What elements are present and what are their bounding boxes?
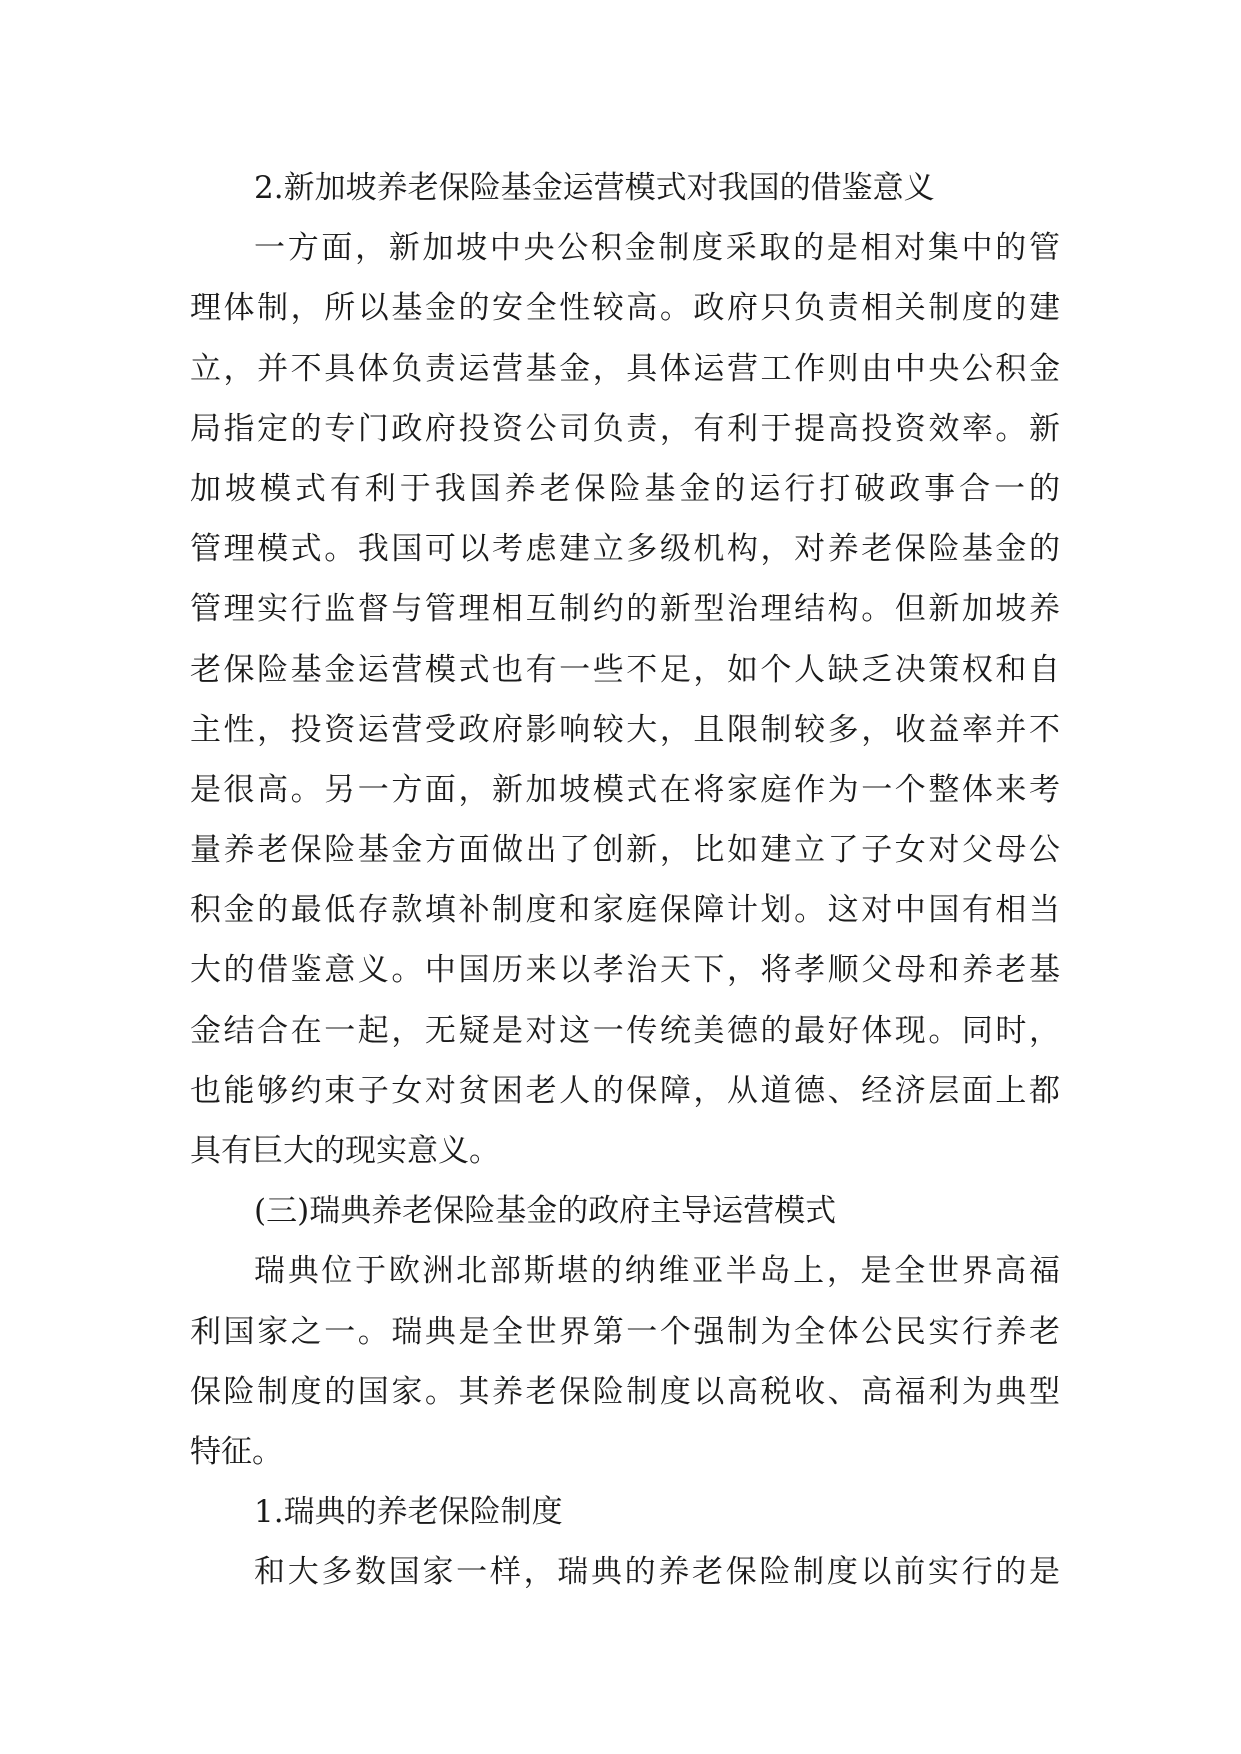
text-line: 大的借鉴意义。中国历来以孝治天下，将孝顺父母和养老基 [190, 952, 1060, 989]
text-line: 局指定的专门政府投资公司负责，有利于提高投资效率。新 [190, 410, 1060, 447]
text-line: 一方面，新加坡中央公积金制度采取的是相对集中的管 [254, 230, 1060, 267]
text-line: 也能够约束子女对贫困老人的保障，从道德、经济层面上都 [190, 1072, 1060, 1109]
text-line: 管理模式。我国可以考虑建立多级机构，对养老保险基金的 [190, 531, 1060, 568]
text-line: 和大多数国家一样，瑞典的养老保险制度以前实行的是 [254, 1554, 1060, 1591]
text-line: 是很高。另一方面，新加坡模式在将家庭作为一个整体来考 [190, 771, 1060, 808]
text-line: 利国家之一。瑞典是全世界第一个强制为全体公民实行养老 [190, 1313, 1060, 1350]
text-line: 金结合在一起，无疑是对这一传统美德的最好体现。同时， [190, 1012, 1060, 1049]
text-line: 保险制度的国家。其养老保险制度以高税收、高福利为典型 [190, 1373, 1060, 1410]
text-line: 积金的最低存款填补制度和家庭保障计划。这对中国有相当 [190, 892, 1060, 929]
text-line: 加坡模式有利于我国养老保险基金的运行打破政事合一的 [190, 470, 1060, 507]
text-line: 主性，投资运营受政府影响较大，且限制较多，收益率并不 [190, 711, 1060, 748]
text-line: 瑞典位于欧洲北部斯堪的纳维亚半岛上，是全世界高福 [254, 1253, 1060, 1290]
text-line: 特征。 [190, 1433, 283, 1470]
text-line: 2.新加坡养老保险基金运营模式对我国的借鉴意义 [254, 170, 935, 206]
text-line: 理体制，所以基金的安全性较高。政府只负责相关制度的建 [190, 290, 1060, 327]
text-line: 量养老保险基金方面做出了创新，比如建立了子女对父母公 [190, 832, 1060, 869]
text-line: (三)瑞典养老保险基金的政府主导运营模式 [254, 1193, 837, 1230]
text-line: 老保险基金运营模式也有一些不足，如个人缺乏决策权和自 [190, 651, 1060, 688]
text-line: 管理实行监督与管理相互制约的新型治理结构。但新加坡养 [190, 591, 1060, 628]
text-line: 具有巨大的现实意义。 [190, 1133, 500, 1169]
text-line: 1.瑞典的养老保险制度 [254, 1494, 563, 1531]
text-line: 立，并不具体负责运营基金，具体运营工作则由中央公积金 [190, 350, 1060, 387]
body-text [190, 158, 1060, 1603]
